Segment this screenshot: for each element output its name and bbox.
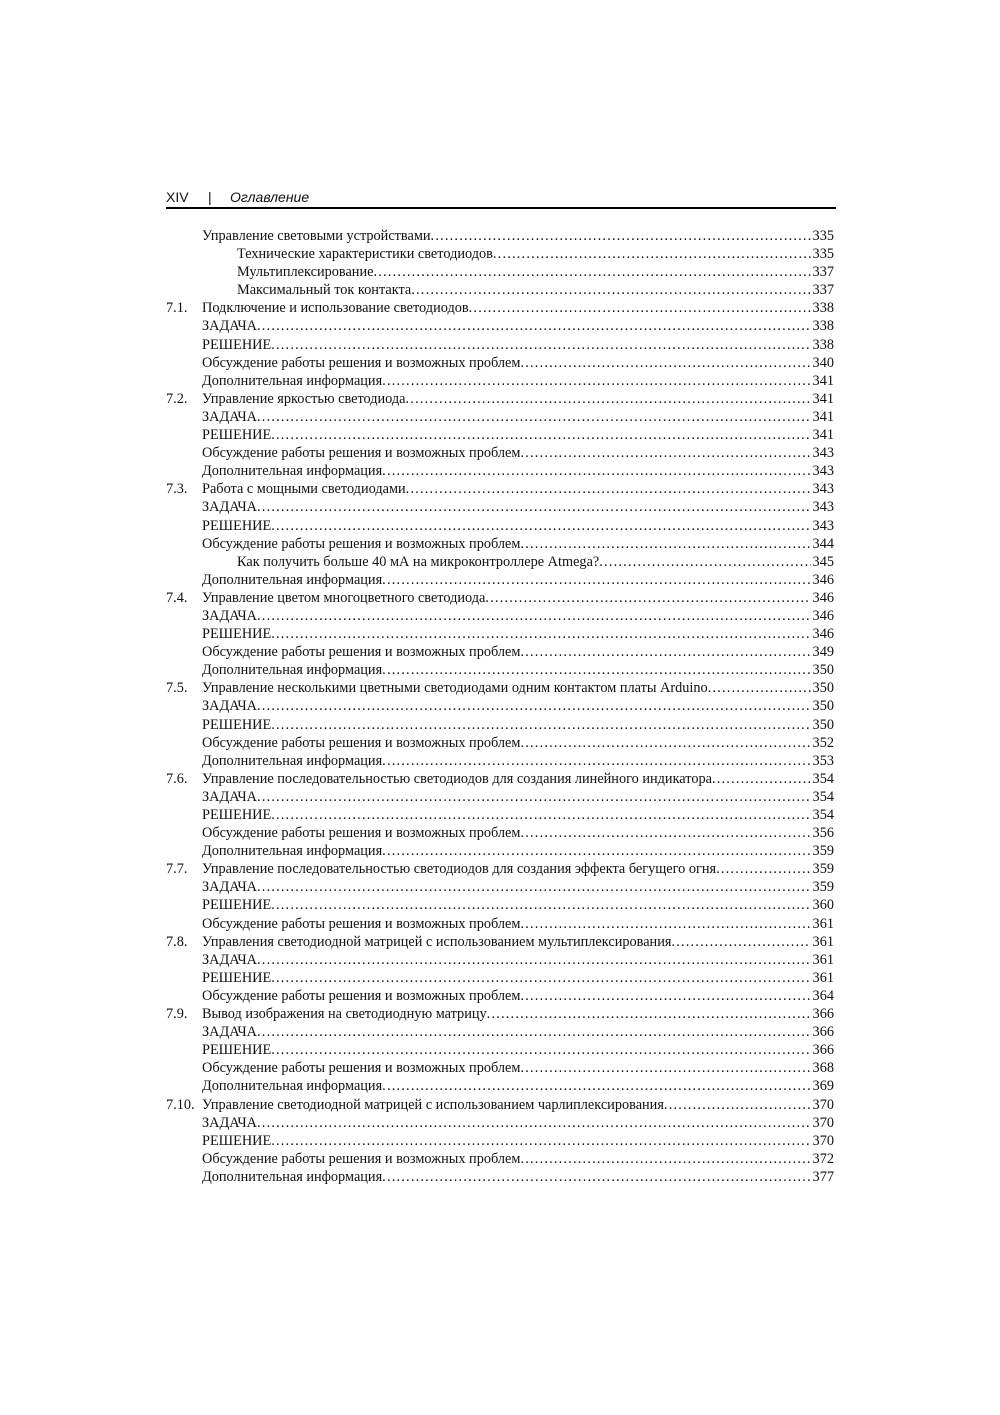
toc-leader-dots (373, 263, 810, 281)
toc-entry-title: РЕШЕНИЕ (202, 807, 272, 823)
toc-entry-title: Управление последовательностью светодиодов для создания линейного индикатора (202, 770, 712, 787)
toc-row (166, 1150, 834, 1168)
toc-row (166, 1059, 834, 1077)
toc-entry (202, 299, 834, 317)
toc-page-number: 350 (812, 698, 834, 715)
toc-leader-dots (487, 1005, 811, 1023)
toc-entry-title: ЗАДАЧА (202, 607, 258, 624)
toc-leader-dots (431, 227, 811, 245)
toc-entry (202, 752, 834, 770)
toc-page-number: 346 (812, 626, 834, 643)
toc-entry (202, 1168, 834, 1186)
toc-row (166, 1023, 834, 1041)
toc-entry-title: Управление последовательностью светодиодов для создания эффекта бегущего огня (202, 861, 717, 878)
toc-page-number: 343 (812, 445, 834, 462)
toc-leader-dots (411, 281, 810, 299)
toc-entry-title: Управления светодиодной матрицей с использованием мультиплексирования (202, 933, 672, 950)
toc-page-number: 346 (812, 571, 834, 588)
toc-leader-dots (382, 1168, 810, 1186)
toc-leader-dots (257, 408, 811, 426)
toc-entry (202, 625, 834, 643)
toc-section-number: 7.9. (166, 1006, 188, 1023)
toc-entry (202, 1132, 834, 1150)
toc-entry (202, 498, 834, 516)
toc-leader-dots (382, 752, 810, 770)
toc-row (166, 661, 834, 679)
toc-page-number: 359 (812, 861, 834, 878)
toc-entry-title: Обсуждение работы решения и возможных проблем (202, 1150, 521, 1167)
toc-row (166, 245, 834, 263)
toc-page-number: 361 (812, 933, 834, 950)
toc-leader-dots (271, 517, 810, 535)
toc-entry (202, 824, 834, 842)
toc-entry (202, 1041, 834, 1059)
toc-row (166, 408, 834, 426)
toc-section-number: 7.3. (166, 481, 188, 498)
toc-leader-dots (271, 969, 810, 987)
toc-leader-dots (257, 1114, 811, 1132)
toc-entry-title: Вывод изображения на светодиодную матрицу (202, 1006, 487, 1023)
toc-page-number: 370 (812, 1114, 834, 1131)
toc-leader-dots (520, 1059, 810, 1077)
toc-leader-dots (712, 770, 811, 788)
toc-entry-title: РЕШЕНИЕ (202, 336, 272, 353)
toc-row (166, 788, 834, 806)
toc-entry (202, 969, 834, 987)
toc-page-number: 354 (812, 770, 834, 787)
toc-page-number: 366 (812, 1024, 834, 1041)
toc-section-number: 7.1. (166, 300, 188, 317)
toc-entry (202, 770, 834, 788)
toc-page-number: 369 (812, 1078, 834, 1095)
toc-entry-title: Дополнительная информация (202, 843, 383, 860)
toc-entry-title: РЕШЕНИЕ (202, 517, 272, 534)
toc-row (166, 752, 834, 770)
toc-entry-title: Работа с мощными светодиодами (202, 481, 406, 498)
toc-row (166, 824, 834, 842)
toc-row (166, 317, 834, 335)
header-rule (166, 207, 836, 209)
toc-entry-title: Управление яркостью светодиода (202, 390, 406, 407)
toc-entry-title: Управление световыми устройствами (202, 228, 431, 244)
toc-entry (202, 317, 834, 335)
toc-entry-title: РЕШЕНИЕ (202, 1132, 272, 1149)
toc-entry-title: ЗАДАЧА (202, 698, 258, 715)
toc-page-number: 350 (812, 716, 834, 733)
toc-row (166, 716, 834, 734)
toc-page-number: 335 (812, 246, 834, 263)
toc-entry-title: Обсуждение работы решения и возможных проблем (202, 644, 521, 661)
toc-leader-dots (271, 625, 810, 643)
toc-page-number: 370 (812, 1096, 834, 1113)
toc-page-number: 370 (812, 1132, 834, 1149)
page-number: XIV (166, 189, 189, 205)
toc-row (166, 951, 834, 969)
toc-entry (202, 697, 834, 715)
toc-row (166, 553, 834, 571)
toc-entry (202, 390, 834, 408)
toc-section-number: 7.6. (166, 770, 188, 787)
toc-page-number: 366 (812, 1042, 834, 1059)
toc-entry (202, 607, 834, 625)
toc-row (166, 535, 834, 553)
toc-entry (202, 517, 834, 535)
toc-page-number: 353 (812, 752, 834, 769)
toc-row (166, 643, 834, 661)
toc-entry (202, 679, 834, 697)
toc-entry-title: Подключение и использование светодиодов (202, 300, 469, 317)
toc-leader-dots (520, 1150, 810, 1168)
toc-entry (202, 643, 834, 661)
toc-page-number: 341 (812, 427, 834, 444)
toc-entry (202, 734, 834, 752)
toc-entry-title: Дополнительная информация (202, 752, 383, 769)
toc-page-number: 361 (812, 951, 834, 968)
toc-entry-title: Обсуждение работы решения и возможных проблем (202, 1060, 521, 1077)
toc-leader-dots (520, 824, 810, 842)
running-header (166, 188, 836, 206)
toc-entry-title: Обсуждение работы решения и возможных проблем (202, 915, 521, 932)
toc-entry-title: Обсуждение работы решения и возможных проблем (202, 354, 521, 371)
toc-page-number: 372 (812, 1150, 834, 1167)
toc-leader-dots (671, 933, 810, 951)
toc-entry (202, 951, 834, 969)
toc-leader-dots (382, 372, 810, 390)
toc-row (166, 697, 834, 715)
toc-entry-title: ЗАДАЧА (202, 1024, 258, 1041)
toc-row (166, 1132, 834, 1150)
toc-entry-title: Обсуждение работы решения и возможных проблем (202, 445, 521, 462)
toc-leader-dots (271, 1041, 810, 1059)
toc-leader-dots (257, 697, 811, 715)
toc-row (166, 1077, 834, 1095)
toc-leader-dots (520, 734, 810, 752)
toc-entry (202, 896, 834, 914)
toc-entry (202, 589, 834, 607)
toc-page-number: 359 (812, 843, 834, 860)
toc-leader-dots (599, 553, 810, 571)
toc-entry-title: Дополнительная информация (202, 1168, 383, 1185)
toc-leader-dots (257, 951, 811, 969)
toc-leader-dots (257, 317, 811, 335)
toc-leader-dots (257, 878, 811, 896)
toc-row (166, 933, 834, 951)
toc-page-number: 349 (812, 644, 834, 661)
toc-entry (202, 1023, 834, 1041)
toc-leader-dots (520, 535, 810, 553)
toc-leader-dots (382, 462, 810, 480)
toc-page-number: 341 (812, 372, 834, 389)
toc-leader-dots (271, 716, 810, 734)
toc-leader-dots (257, 607, 811, 625)
toc-entry-title: Управление несколькими цветными светодиодами одним контактом платы Arduino (202, 680, 708, 697)
toc-entry (202, 878, 834, 896)
toc-entry-title: Дополнительная информация (202, 1078, 383, 1095)
toc-leader-dots (382, 1077, 810, 1095)
toc-leader-dots (520, 354, 810, 372)
toc-entry (202, 915, 834, 933)
toc-entry (202, 987, 834, 1005)
toc-page-number: 354 (812, 807, 834, 823)
toc-page-number: 361 (812, 915, 834, 932)
toc-row (166, 517, 834, 535)
toc-entry-title: ЗАДАЧА (202, 499, 258, 516)
toc-row (166, 1168, 834, 1186)
toc-leader-dots (382, 661, 810, 679)
toc-entry (202, 806, 834, 824)
toc-entry-title: ЗАДАЧА (202, 951, 258, 968)
toc-entry-title: Дополнительная информация (202, 463, 383, 480)
toc-entry (202, 788, 834, 806)
toc-entry-title: Управление светодиодной матрицей с использованием чарлиплексирования (202, 1096, 664, 1113)
toc-page-number: 359 (812, 879, 834, 896)
toc-entry (202, 933, 834, 951)
toc-page-number: 340 (812, 354, 834, 371)
toc-page-number: 344 (812, 535, 834, 552)
toc-entry-title: Как получить больше 40 мА на микроконтроллере Atmega? (237, 553, 600, 570)
toc-row (166, 1005, 834, 1023)
toc-page-number: 338 (812, 300, 834, 317)
toc-row (166, 462, 834, 480)
toc-row (166, 571, 834, 589)
toc-entry-title: РЕШЕНИЕ (202, 1042, 272, 1059)
toc-leader-dots (485, 589, 810, 607)
toc-page-number: 366 (812, 1006, 834, 1023)
toc-row (166, 336, 834, 354)
toc-page-number: 350 (812, 662, 834, 679)
toc-entry (202, 336, 834, 354)
toc-row (166, 589, 834, 607)
toc-row (166, 263, 834, 281)
toc-page-number: 354 (812, 788, 834, 805)
toc-entry (202, 716, 834, 734)
toc-entry (202, 571, 834, 589)
toc-entry-title: РЕШЕНИЕ (202, 626, 272, 643)
toc-page-number: 346 (812, 607, 834, 624)
toc-entry-title: Технические характеристики светодиодов (237, 246, 493, 263)
toc-row (166, 426, 834, 444)
toc-entry-title: РЕШЕНИЕ (202, 427, 272, 444)
toc-page-number: 343 (812, 499, 834, 516)
toc-entry-title: ЗАДАЧА (202, 408, 258, 425)
toc-entry (202, 462, 834, 480)
toc-entry (202, 426, 834, 444)
toc-entry-title: РЕШЕНИЕ (202, 897, 272, 914)
toc-row (166, 444, 834, 462)
toc-entry (202, 1114, 834, 1132)
toc-leader-dots (664, 1096, 811, 1114)
toc-entry-title: Обсуждение работы решения и возможных проблем (202, 825, 521, 842)
toc-section-number: 7.2. (166, 390, 188, 407)
toc-page-number: 338 (812, 336, 834, 353)
toc-entry (202, 444, 834, 462)
toc-leader-dots (271, 1132, 810, 1150)
table-of-contents (166, 227, 834, 1186)
toc-entry (202, 1005, 834, 1023)
toc-leader-dots (257, 788, 811, 806)
toc-row (166, 842, 834, 860)
toc-page-number: 335 (812, 228, 834, 244)
toc-entry (202, 354, 834, 372)
toc-row (166, 354, 834, 372)
toc-row (166, 281, 834, 299)
toc-entry (202, 860, 834, 878)
toc-entry (202, 408, 834, 426)
toc-leader-dots (708, 679, 811, 697)
toc-entry (237, 553, 834, 571)
toc-entry-title: ЗАДАЧА (202, 318, 258, 335)
toc-leader-dots (406, 390, 811, 408)
toc-page-number: 360 (812, 897, 834, 914)
toc-leader-dots (520, 643, 810, 661)
toc-row (166, 915, 834, 933)
toc-entry-title: Дополнительная информация (202, 372, 383, 389)
toc-entry-title: Дополнительная информация (202, 662, 383, 679)
toc-entry-title: ЗАДАЧА (202, 1114, 258, 1131)
toc-row (166, 878, 834, 896)
toc-page-number: 337 (812, 264, 834, 281)
toc-page-number: 343 (812, 517, 834, 534)
toc-page-number: 364 (812, 987, 834, 1004)
header-separator: | (208, 189, 212, 205)
toc-page-number: 338 (812, 318, 834, 335)
toc-section-number: 7.8. (166, 933, 188, 950)
toc-page-number: 343 (812, 463, 834, 480)
toc-entry (202, 227, 834, 245)
toc-leader-dots (382, 571, 810, 589)
toc-entry (202, 1150, 834, 1168)
toc-row (166, 299, 834, 317)
toc-entry (237, 245, 834, 263)
toc-leader-dots (406, 480, 811, 498)
toc-row (166, 372, 834, 390)
toc-page-number: 368 (812, 1060, 834, 1077)
toc-row (166, 860, 834, 878)
toc-leader-dots (520, 444, 810, 462)
toc-leader-dots (520, 915, 810, 933)
header-title: Оглавление (230, 189, 310, 205)
toc-entry (202, 661, 834, 679)
toc-row (166, 1096, 834, 1114)
toc-section-number: 7.5. (166, 680, 188, 697)
toc-page-number: 361 (812, 969, 834, 986)
toc-entry-title: Максимальный ток контакта (237, 282, 412, 299)
toc-leader-dots (469, 299, 811, 317)
toc-entry-title: Обсуждение работы решения и возможных проблем (202, 535, 521, 552)
toc-entry (202, 480, 834, 498)
toc-row (166, 679, 834, 697)
toc-leader-dots (257, 1023, 811, 1041)
toc-row (166, 770, 834, 788)
toc-section-number: 7.4. (166, 589, 188, 606)
toc-entry (202, 842, 834, 860)
toc-entry-title: ЗАДАЧА (202, 788, 258, 805)
toc-section-number: 7.10. (166, 1096, 195, 1113)
toc-page-number: 350 (812, 680, 834, 697)
toc-entry-title: Управление цветом многоцветного светодиода (202, 589, 486, 606)
toc-leader-dots (493, 245, 811, 263)
toc-row (166, 1114, 834, 1132)
toc-page-number: 352 (812, 734, 834, 751)
toc-row (166, 896, 834, 914)
toc-row (166, 607, 834, 625)
toc-entry (237, 281, 834, 299)
toc-leader-dots (716, 860, 810, 878)
toc-entry-title: Мультиплексирование (237, 264, 374, 281)
toc-row (166, 390, 834, 408)
toc-leader-dots (382, 842, 810, 860)
toc-entry (202, 1077, 834, 1095)
toc-page-number: 346 (812, 589, 834, 606)
toc-page-number: 356 (812, 825, 834, 842)
toc-page-number: 341 (812, 408, 834, 425)
toc-row (166, 987, 834, 1005)
toc-entry-title: ЗАДАЧА (202, 879, 258, 896)
toc-row (166, 969, 834, 987)
toc-row (166, 625, 834, 643)
toc-leader-dots (271, 336, 810, 354)
toc-row (166, 1041, 834, 1059)
toc-entry-title: РЕШЕНИЕ (202, 716, 272, 733)
toc-page-number: 345 (812, 553, 834, 570)
toc-entry-title: Дополнительная информация (202, 571, 383, 588)
toc-row (166, 734, 834, 752)
toc-entry (202, 535, 834, 553)
toc-row (166, 498, 834, 516)
toc-row (166, 480, 834, 498)
toc-page-number: 377 (812, 1168, 834, 1185)
toc-leader-dots (271, 426, 810, 444)
toc-leader-dots (257, 498, 811, 516)
toc-entry-title: РЕШЕНИЕ (202, 969, 272, 986)
toc-leader-dots (271, 896, 810, 914)
toc-page-number: 341 (812, 390, 834, 407)
toc-leader-dots (520, 987, 810, 1005)
toc-entry (237, 263, 834, 281)
toc-leader-dots (271, 806, 810, 824)
toc-entry (202, 372, 834, 390)
toc-entry-title: Обсуждение работы решения и возможных проблем (202, 734, 521, 751)
toc-row (166, 227, 834, 245)
toc-page-number: 343 (812, 481, 834, 498)
toc-entry-title: Обсуждение работы решения и возможных проблем (202, 987, 521, 1004)
toc-entry (202, 1096, 834, 1114)
toc-section-number: 7.7. (166, 861, 188, 878)
toc-page-number: 337 (812, 282, 834, 299)
toc-entry (202, 1059, 834, 1077)
toc-row (166, 806, 834, 824)
